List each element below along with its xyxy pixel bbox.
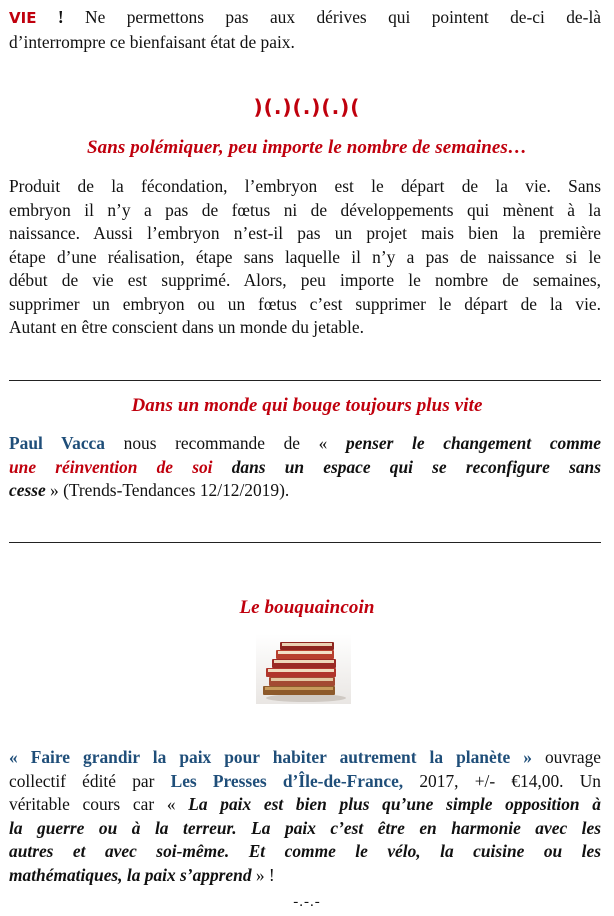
quote-text: dans un espace qui se reconfigure sans: [212, 456, 601, 477]
section3-paragraph: [9, 746, 601, 887]
section3-text: collectif édité par: [9, 770, 171, 791]
section1-line: naissance. Aussi l’embryon n’est-il pas un projet mais bien la première: [9, 223, 601, 243]
section1-line: Produit de la fécondation, l’embryon est le départ de la vie. Sans: [9, 176, 601, 196]
quote-text: cesse: [9, 480, 46, 500]
section2-line-2: [9, 456, 601, 480]
section1-line: embryon il n’y a pas de fœtus ni de développements qui mènent à la: [9, 199, 601, 220]
closing-mark: -.-.-: [293, 894, 321, 910]
stacked-books-icon: [256, 634, 351, 704]
intro-line-1: [9, 6, 601, 31]
section3-line-3: [9, 793, 601, 817]
section1-line: étape d’une réalisation, étape sans laquelle il n’y a pas de naissance si le: [9, 246, 601, 267]
section3-line-1: [9, 746, 601, 770]
horizontal-rule: [9, 380, 601, 381]
intro-line-2: d’interrompre ce bienfaisant état de paix.: [9, 31, 295, 52]
quote-text: mathématiques, la paix s’apprend: [9, 864, 252, 885]
section1-line: Autant en être conscient dans un monde du jetable.: [9, 317, 364, 337]
intro-paragraph: [9, 6, 601, 54]
section3-text: 2017, +/- €14,00. Un: [403, 770, 601, 791]
section2-heading: Dans un monde qui bouge toujours plus vite: [131, 395, 483, 416]
section3-line-2: [9, 770, 601, 794]
section1-heading: Sans polémiquer, peu importe le nombre de semaines…: [86, 137, 527, 158]
horizontal-rule: [9, 542, 601, 543]
section2-line-1: [9, 432, 601, 456]
author-name: Paul Vacca: [9, 433, 105, 453]
publisher-name: Les Presses d’Île-de-France,: [170, 770, 404, 791]
section2-line-3: [9, 479, 601, 503]
quote-text: autres et avec soi-même. Et comme le vélo, la cuisine ou les: [9, 841, 601, 861]
quote-text: la guerre ou à la terreur. La paix c’est être en harmonie avec les: [9, 817, 601, 838]
intro-line1-text: Ne permettons pas aux dérives qui pointent de-ci de-là: [85, 7, 601, 27]
section3-line-6: [9, 864, 601, 888]
ornament-divider: )(.)(.)(.)(: [253, 95, 361, 119]
quote-source: » (Trends-Tendances 12/12/2019).: [45, 480, 290, 500]
section1-paragraph: [9, 175, 601, 340]
intro-mark: !: [57, 7, 64, 27]
section3-text: ouvrage: [531, 747, 601, 767]
quote-highlight: une réinvention de soi: [9, 456, 213, 477]
section3-text: véritable cours car «: [9, 794, 189, 814]
section3-heading: Le bouquaincoin: [239, 597, 375, 618]
section2-text: nous recommande de «: [104, 433, 347, 453]
quote-text: La paix est bien plus qu’une simple opposition à: [188, 794, 601, 814]
section2-paragraph: [9, 432, 601, 503]
section3-text: » !: [251, 864, 275, 885]
section1-line: début de vie est supprimé. Alors, peu importe le nombre de semaines,: [9, 270, 601, 290]
intro-word: VIE: [9, 9, 37, 27]
quote-text: penser le changement comme: [346, 433, 602, 453]
section1-line: supprimer un embryon ou un fœtus c’est supprimer le départ de la vie.: [9, 293, 601, 314]
book-title: « Faire grandir la paix pour habiter autrement la planète »: [9, 747, 532, 767]
